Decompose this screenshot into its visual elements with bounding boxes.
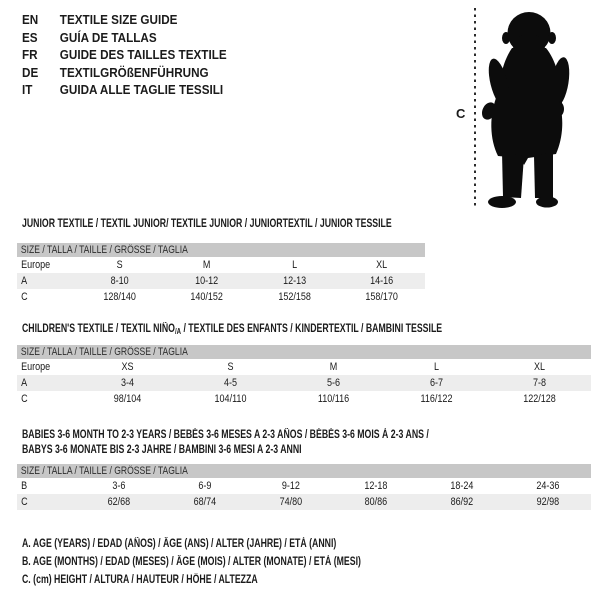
language-header xyxy=(22,11,249,99)
junior-size-table xyxy=(17,243,425,305)
row-label-cell: C xyxy=(21,291,28,303)
value-cell: 12-18 xyxy=(364,480,388,492)
children-size-header-bar xyxy=(17,345,591,359)
language-line-it xyxy=(22,81,227,99)
language-label: TEXTILGRÖßENFÜHRUNG xyxy=(59,64,209,80)
children-table-body xyxy=(17,359,591,407)
value-cell: 3-4 xyxy=(120,377,135,389)
value-cell: 92/98 xyxy=(536,496,560,508)
legend-line-b: B. AGE (MONTHS) / EDAD (MESES) / ÂGE (MOIS) / ALTER (MONATE) / ETÀ (MESI) xyxy=(22,556,361,568)
value-cell: 9-12 xyxy=(281,480,300,492)
row-label-cell: A xyxy=(21,275,28,287)
value-cell: 80/86 xyxy=(365,496,388,508)
row-label-cell: C xyxy=(21,496,28,508)
value-cell: S xyxy=(116,259,123,271)
value-cell: 74/80 xyxy=(279,496,302,508)
value-cell: M xyxy=(329,361,338,373)
value-cell: M xyxy=(203,259,211,271)
row-label-cell: B xyxy=(21,480,28,492)
row-label-cell: Europe xyxy=(21,259,51,271)
babies-size-header-bar xyxy=(17,464,591,478)
row-label-cell: Europe xyxy=(21,361,51,373)
value-cell: 68/74 xyxy=(193,496,217,508)
value-cell: 3-6 xyxy=(112,480,126,492)
language-code: ES xyxy=(22,29,38,45)
value-cell: 5-6 xyxy=(326,377,341,389)
value-cell: L xyxy=(433,361,440,373)
value-cell: 140/152 xyxy=(190,291,224,303)
value-cell: 122/128 xyxy=(523,393,556,405)
value-cell: 12-13 xyxy=(282,275,306,287)
children-title-subscript: /A xyxy=(174,327,182,336)
value-cell: XL xyxy=(375,259,387,271)
language-label: GUIDE DES TAILLES TEXTILE xyxy=(59,47,227,63)
language-label: GUÍA DE TALLAS xyxy=(59,29,157,45)
value-cell: 6-9 xyxy=(198,480,212,492)
junior-table-body xyxy=(17,257,425,305)
children-title-post: / TEXTILE DES ENFANTS / KINDERTEXTIL / BAMBINI TESSILE xyxy=(181,323,443,335)
babies-size-table xyxy=(17,464,591,510)
baby-toddler-silhouette-icon xyxy=(478,6,581,210)
legend-line-c: C. (cm) HEIGHT / ALTURA / HAUTEUR / HÖHE / ALTEZZA xyxy=(22,574,258,586)
junior-section-title: JUNIOR TEXTILE / TEXTIL JUNIOR/ TEXTILE JUNIOR / JUNIORTEXTIL / JUNIOR TESSILE xyxy=(22,218,392,230)
language-code: FR xyxy=(22,47,38,63)
value-cell: 98/104 xyxy=(113,393,142,405)
value-cell: XL xyxy=(533,361,546,373)
babies-title-line1: BABIES 3-6 MONTH TO 2-3 YEARS / BEBÉS 3-6 MESES A 2-3 AÑOS / BÉBÉS 3-6 MOIS À 2-3 ANS / xyxy=(22,429,429,441)
language-line-en xyxy=(22,11,227,29)
size-header-label: SIZE / TALLA / TAILLE / GRÖSSE / TAGLIA xyxy=(20,346,188,358)
value-cell: S xyxy=(227,361,234,373)
table-row xyxy=(17,391,591,407)
language-line-es xyxy=(22,29,227,47)
value-cell: 110/116 xyxy=(317,393,350,405)
babies-section-title xyxy=(22,428,429,458)
value-cell: L xyxy=(291,259,297,271)
value-cell: 86/92 xyxy=(450,496,474,508)
children-section-title xyxy=(22,322,442,339)
value-cell: XS xyxy=(121,361,134,373)
height-measure-label: C xyxy=(456,106,466,121)
value-cell: 24-36 xyxy=(536,480,560,492)
table-row xyxy=(17,375,591,391)
babies-title-line2: BABYS 3-6 MONATE BIS 2-3 JAHRE / BAMBINI 3-6 MESI A 2-3 ANNI xyxy=(22,444,302,456)
value-cell: 6-7 xyxy=(429,377,444,389)
value-cell: 10-12 xyxy=(195,275,219,287)
height-measure-dotted-line xyxy=(474,8,476,207)
language-label: GUIDA ALLE TAGLIE TESSILI xyxy=(59,82,224,98)
size-header-label: SIZE / TALLA / TAILLE / GRÖSSE / TAGLIA xyxy=(20,465,188,477)
legend-line-a: A. AGE (YEARS) / EDAD (AÑOS) / ÂGE (ANS) / ALTER (JAHRE) / ETÀ (ANNI) xyxy=(22,538,337,550)
value-cell: 18-24 xyxy=(450,480,474,492)
table-row xyxy=(17,494,591,510)
measurement-legend xyxy=(22,535,468,589)
value-cell: 158/170 xyxy=(365,291,398,303)
value-cell: 128/140 xyxy=(103,291,136,303)
table-row xyxy=(17,478,591,494)
babies-table-body xyxy=(17,478,591,510)
value-cell: 116/122 xyxy=(420,393,453,405)
children-size-table xyxy=(17,345,591,407)
value-cell: 7-8 xyxy=(532,377,547,389)
value-cell: 62/68 xyxy=(107,496,131,508)
table-row xyxy=(17,289,425,305)
junior-size-header-bar xyxy=(17,243,425,257)
value-cell: 152/158 xyxy=(277,291,311,303)
row-label-cell: C xyxy=(21,393,28,405)
table-row xyxy=(17,273,425,289)
value-cell: 8-10 xyxy=(110,275,129,287)
language-code: IT xyxy=(22,82,33,98)
language-code: DE xyxy=(22,64,39,80)
size-header-label: SIZE / TALLA / TAILLE / GRÖSSE / TAGLIA xyxy=(20,244,188,256)
value-cell: 4-5 xyxy=(223,377,238,389)
language-label: TEXTILE SIZE GUIDE xyxy=(59,12,178,28)
language-code: EN xyxy=(22,12,39,28)
language-line-fr xyxy=(22,46,227,64)
row-label-cell: A xyxy=(21,377,28,389)
children-title-pre: CHILDREN'S TEXTILE / TEXTIL NIÑO xyxy=(22,323,175,335)
value-cell: 104/110 xyxy=(214,393,247,405)
table-row xyxy=(17,257,425,273)
value-cell: 14-16 xyxy=(369,275,393,287)
language-line-de xyxy=(22,64,227,82)
table-row xyxy=(17,359,591,375)
